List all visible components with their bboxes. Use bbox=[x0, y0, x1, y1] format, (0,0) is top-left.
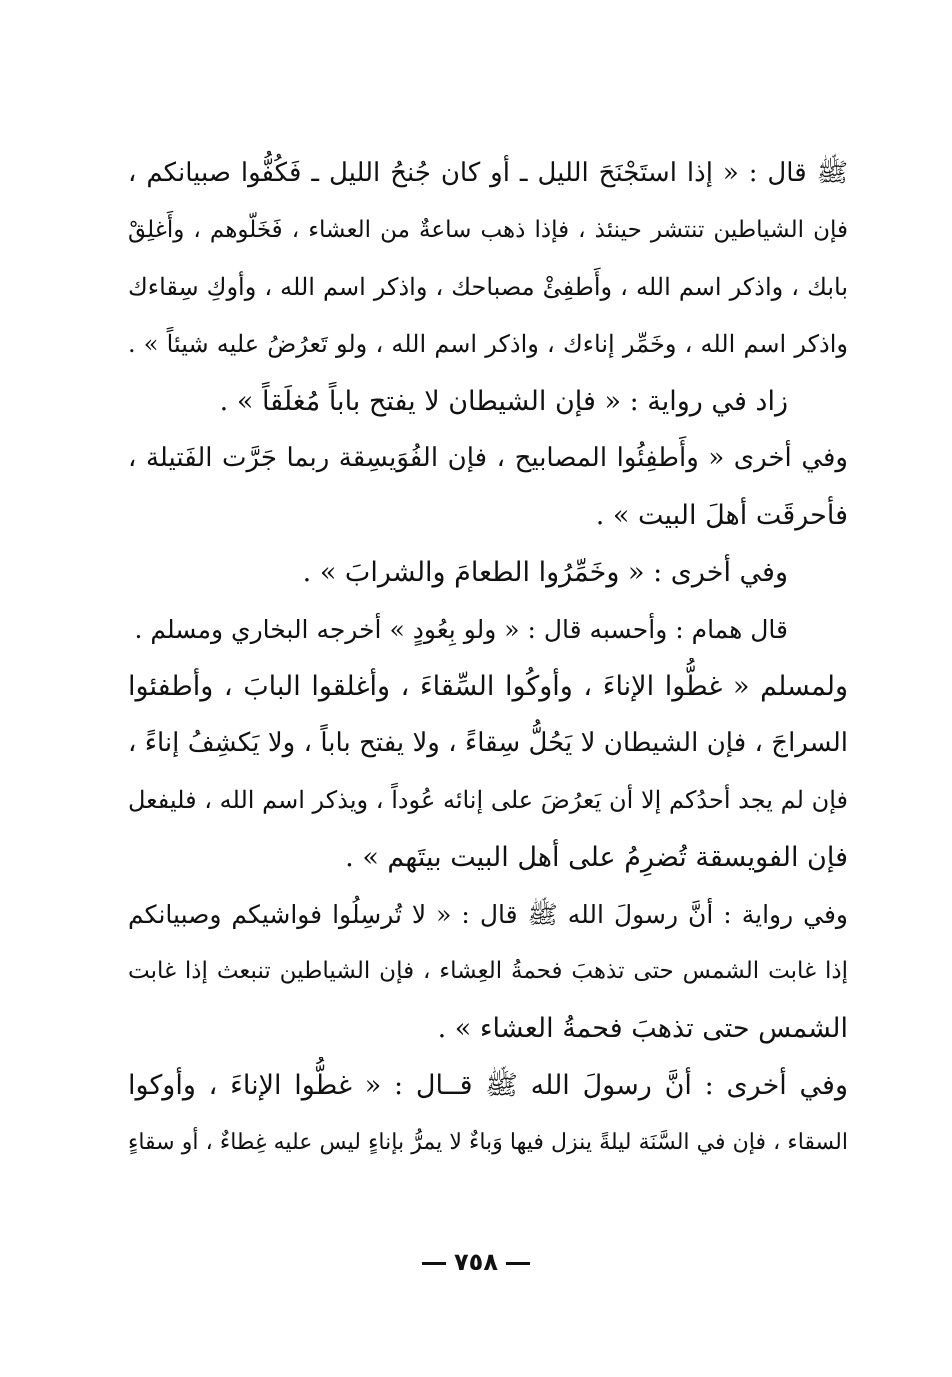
page-number-value: ٧٥٨ bbox=[454, 1248, 498, 1276]
text-line-15: إذا غابت الشمس حتى تذهبَ فحمةُ العِشاء ، فإن الشياطين تنبعث إذا غابت bbox=[128, 958, 848, 984]
page-number-dash-right bbox=[506, 1262, 530, 1265]
text-line-16: الشمس حتى تذهبَ فحمةُ العشاء » . bbox=[437, 1013, 848, 1044]
text-line-5: زاد في رواية : « فإن الشيطان لا يفتح باباً مُغلَقاً » . bbox=[219, 386, 788, 417]
text-line-11: السراجَ ، فإن الشيطان لا يَحُلُّ سِقاءً ، ولا يفتح باباً ، ولا يَكشِفُ إناءً ، bbox=[128, 728, 848, 758]
text-line-4: واذكر اسم الله ، وخَمِّر إناءك ، واذكر اسم الله ، ولو تَعرُضُ عليه شيئاً » . bbox=[128, 330, 848, 358]
text-line-13: فإن الفويسقة تُضرِمُ على أهل البيت بيتَهم » . bbox=[345, 842, 848, 873]
text-line-12: فإن لم يجد أحدُكم إلا أن يَعرُضَ على إنائه عُوداً ، ويذكر اسم الله ، فليفعل bbox=[128, 786, 848, 814]
text-line-3: بابك ، واذكر اسم الله ، وأَطفِئْ مصباحك ، واذكر اسم الله ، وأوكِ سِقاءك bbox=[128, 273, 848, 301]
text-line-8: وفي أخرى : « وخَمِّرُوا الطعامَ والشرابَ » . bbox=[302, 557, 788, 588]
text-line-14: وفي رواية : أنَّ رسولَ الله ﷺ قال : « لا تُرسِلُوا فواشيكم وصبيانكم bbox=[128, 900, 848, 929]
text-line-2: فإن الشياطين تنتشر حينئذ ، فإذا ذهب ساعةٌ من العشاء ، فَخَلّوهم ، وأَغلِقْ bbox=[128, 217, 848, 243]
text-line-1: ﷺ قال : « إذا استَجْنَحَ الليل ـ أو كان جُنحُ الليل ـ فَكُفُّوا صبيانكم ، bbox=[128, 158, 848, 188]
text-line-18: السقاء ، فإن في السَّنَة ليلةً ينزل فيها وَباءٌ لا يمرُّ بإناءٍ ليس عليه غِطاءٌ ، أو سقاءٍ bbox=[128, 1130, 848, 1155]
hadith-text-block bbox=[128, 145, 848, 1171]
text-line-9: قال همام : وأحسبه قال : « ولو بِعُودٍ » أخرجه البخاري ومسلم . bbox=[134, 615, 788, 644]
text-line-10: ولمسلم « غطُّوا الإناءَ ، وأوكُوا السِّقاءَ ، وأغلقوا البابَ ، وأطفئوا bbox=[128, 671, 848, 702]
page-number-dash-left bbox=[422, 1262, 446, 1265]
text-line-6: وفي أخرى « وأَطفِئُوا المصابيح ، فإن الفُوَيسِقة ربما جَرَّت الفَتيلة ، bbox=[128, 443, 848, 473]
page-number bbox=[0, 1248, 952, 1276]
text-line-17: وفي أخرى : أنَّ رسولَ الله ﷺ قــال : « غطُّوا الإناءَ ، وأوكوا bbox=[128, 1070, 848, 1101]
text-line-7: فأحرقَت أهلَ البيت » . bbox=[595, 500, 848, 531]
